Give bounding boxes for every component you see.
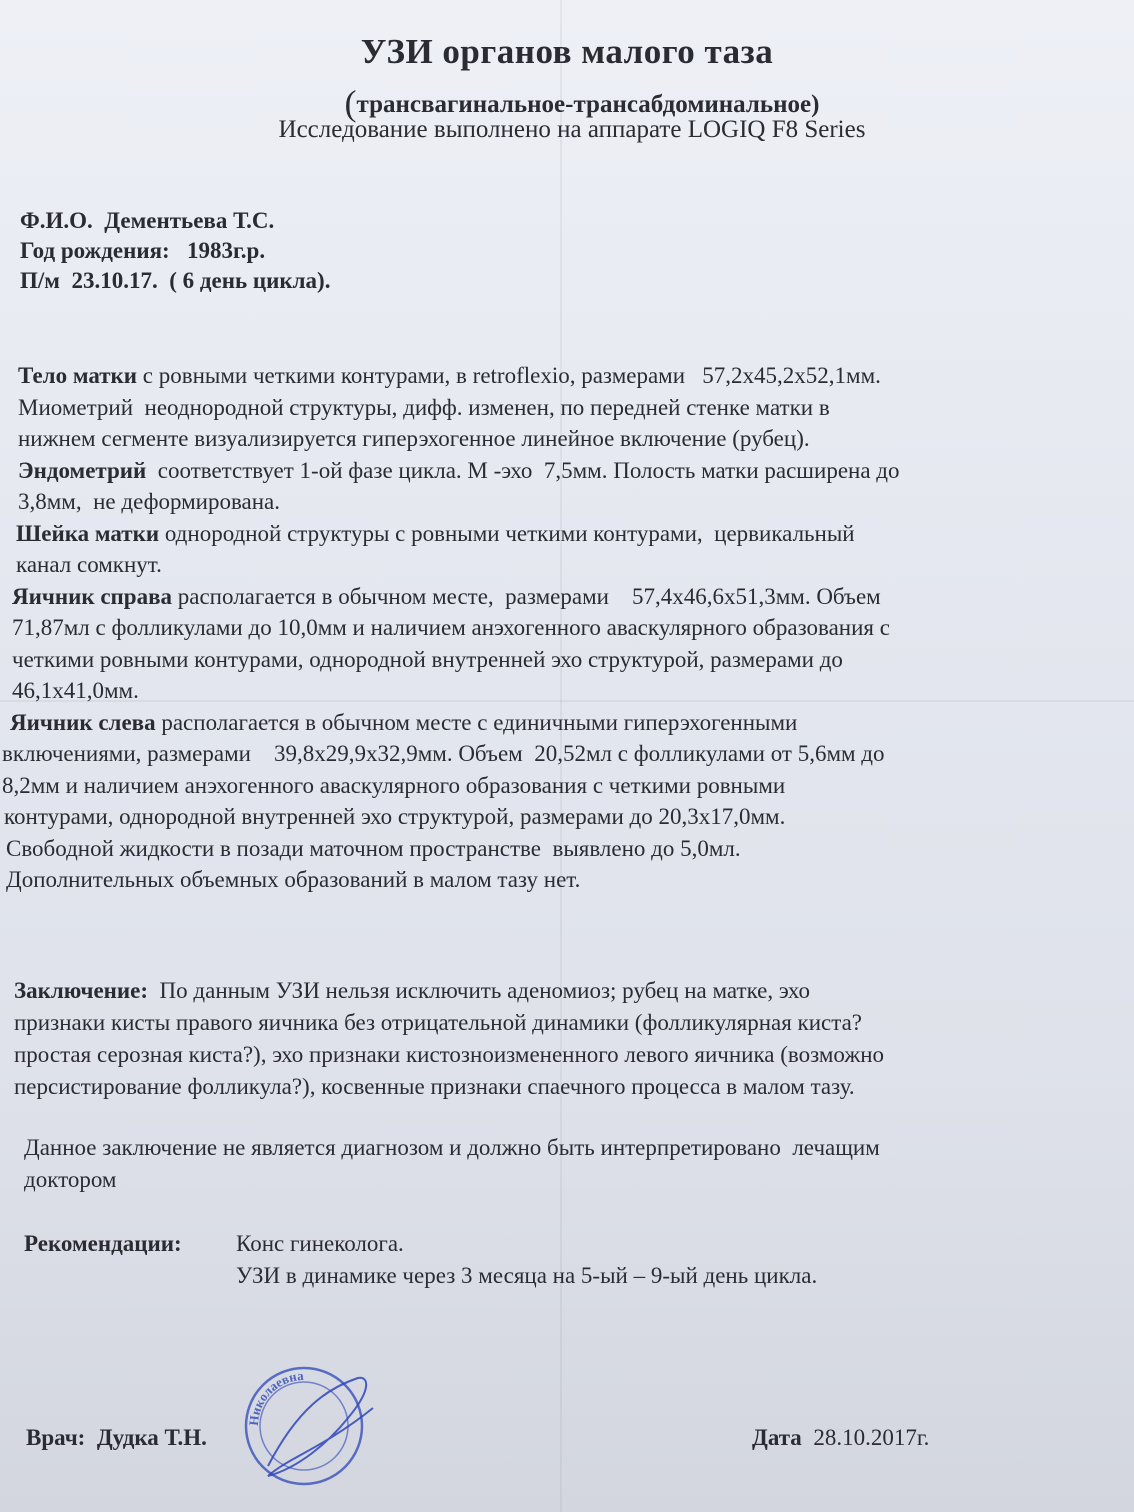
right-ovary-line-2: 71,87мл с фолликулами до 10,0мм и наличием анэхогенного аваскулярного образования с (12, 615, 890, 640)
recommendation-row-1 (24, 1228, 817, 1260)
findings-section (2, 360, 1125, 896)
endometrium-line (10, 455, 1125, 487)
patient-birth-row (20, 236, 330, 266)
document-title: УЗИ органов малого таза (360, 32, 774, 71)
cervix-line-2: канал сомкнут. (16, 552, 162, 577)
uterus-label: Тело матки (18, 363, 138, 388)
recommendations (24, 1228, 817, 1292)
date-line (752, 1425, 929, 1451)
free-fluid-line: Свободной жидкости в позади маточном пространстве выявлено до 5,0мл. (6, 835, 741, 861)
right-ovary-text: располагается в обычном месте, размерами 57,4x46,6x51,3мм. Объем (172, 583, 881, 609)
patient-name: Дементьева Т.С. (104, 208, 275, 233)
recommendation-row-2 (24, 1260, 817, 1292)
left-ovary-label: Яичник слева (10, 709, 156, 735)
doctor-name: Дудка Т.Н. (96, 1425, 207, 1450)
endometrium-line-2: 3,8мм, не деформирована. (18, 489, 281, 514)
conclusion-line-1 (14, 975, 1124, 1007)
doctor-label: Врач: (26, 1425, 86, 1450)
cervix-label: Шейка матки (16, 520, 160, 546)
cervix-text: однородной структуры с ровными четкими контурами, цервикальный (159, 520, 855, 546)
disclaimer-line-1: Данное заключение не является диагнозом и должно быть интерпретировано лечащим (24, 1135, 880, 1160)
additional-findings-line: Дополнительных объемных образований в малом тазу нет. (6, 867, 581, 892)
cervix-line (10, 518, 1125, 550)
conclusion-text: По данным УЗИ нельзя исключить аденомиоз; рубец на матке, эхо (148, 978, 810, 1003)
left-ovary-line-4: контурами, однородной внутренней эхо структурой, размерами до 20,3x17,0мм. (4, 804, 786, 829)
patient-birth-year: 1983г.р. (186, 238, 266, 263)
conclusion-line-2: признаки кисты правого яичника без отрицательной динамики (фолликулярная киста? (14, 1010, 862, 1035)
myometrium-line: Миометрий неоднородной структуры, дифф. изменен, по передней стенке матки в (18, 394, 830, 420)
conclusion-section (14, 975, 1124, 1103)
left-ovary-line-3: 8,2мм и наличием анэхогенного аваскулярного образования с четкими ровными (2, 772, 786, 798)
patient-lmp-label: П/м (20, 268, 60, 293)
conclusion-label: Заключение: (14, 978, 149, 1003)
recommendation-item: Конс гинеколога. (236, 1231, 404, 1256)
right-ovary-label: Яичник справа (12, 583, 173, 609)
patient-lmp: 23.10.17. ( 6 день цикла). (71, 268, 331, 293)
stamp-text: Николаевна (245, 1367, 305, 1427)
patient-lmp-row (20, 266, 330, 296)
left-ovary-line (10, 707, 1125, 739)
recommendations-label: Рекомендации: (24, 1231, 182, 1256)
endometrium-label: Эндометрий (18, 457, 147, 483)
endometrium-text: соответствует 1-ой фазе цикла. М -эхо 7,5мм. Полость матки расширена до (146, 457, 900, 483)
recommendation-item: УЗИ в динамике через 3 месяца на 5-ый – 9-ый день цикла. (236, 1263, 818, 1288)
date-label: Дата (752, 1425, 802, 1450)
uterus-text: с ровными четкими контурами, в retroflexio, размерами 57,2x45,2x52,1мм. (137, 363, 881, 388)
conclusion-line-4: персистирование фолликула?), косвенные признаки спаечного процесса в малом тазу. (14, 1074, 855, 1099)
subtitle-text: трансвагинальное-трансабдоминальное) (356, 91, 820, 118)
patient-name-label: Ф.И.О. (20, 208, 93, 233)
left-ovary-line-2: включениями, размерами 39,8x29,9x32,9мм. Объем 20,52мл с фолликулами от 5,6мм до (2, 741, 885, 766)
uterus-line (10, 360, 1125, 392)
disclaimer-line-2: доктором (24, 1167, 117, 1192)
disclaimer (24, 1132, 880, 1196)
patient-birth-label: Год рождения: (20, 238, 170, 263)
device-line: Исследование выполнено на аппарате LOGIQ F8 Series (278, 116, 866, 143)
date-value: 28.10.2017г. (813, 1425, 930, 1450)
left-ovary-text: располагается в обычном месте с единичными гиперэхогенными (155, 709, 798, 735)
clinic-stamp (228, 1348, 378, 1498)
conclusion-line-3: простая серозная киста?), эхо признаки кистозноизмененного левого яичника (возможно (14, 1042, 885, 1067)
patient-info (20, 206, 330, 296)
patient-name-row (20, 206, 330, 236)
doctor-signature-line (26, 1425, 207, 1451)
right-ovary-line-3: четкими ровными контурами, однородной внутренней эхо структурой, размерами до (12, 646, 843, 672)
subtitle-paren: ( (344, 83, 357, 123)
scar-line: нижнем сегменте визуализируется гиперэхогенное линейное включение (рубец). (18, 426, 810, 451)
right-ovary-line (10, 581, 1125, 613)
right-ovary-line-4: 46,1x41,0мм. (12, 678, 139, 703)
